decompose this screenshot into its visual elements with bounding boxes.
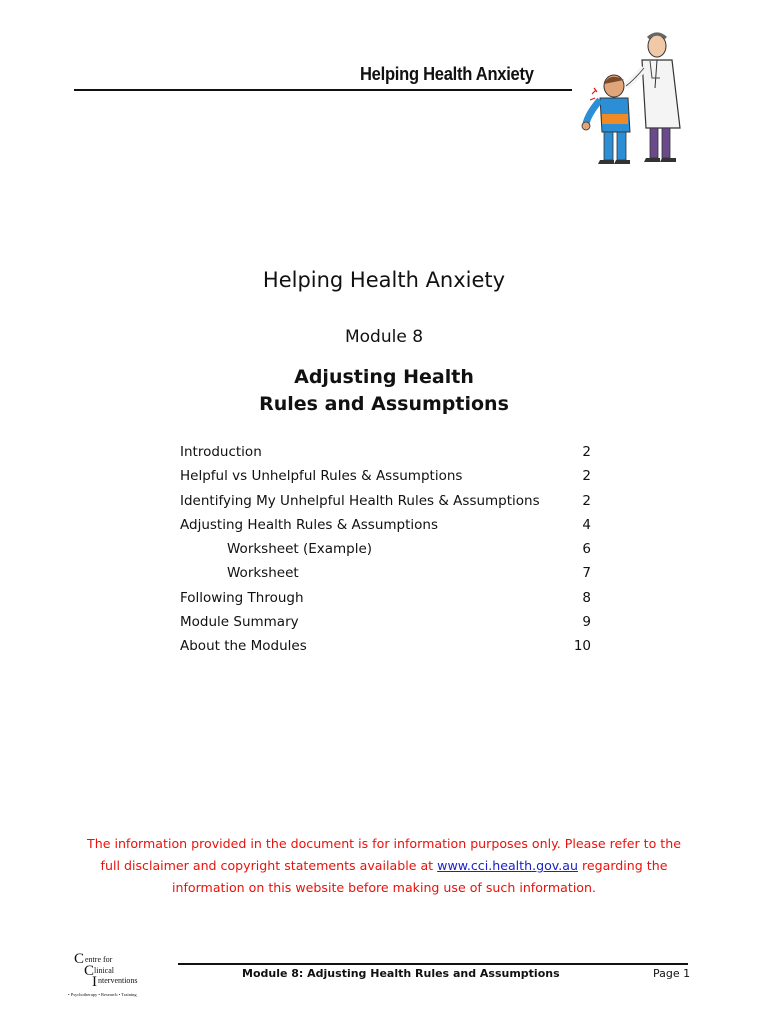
disclaimer-text-2: regarding the information on this website before making use of such information.: [171, 858, 668, 895]
toc-row[interactable]: [180, 638, 600, 662]
toc-row[interactable]: [180, 541, 600, 565]
toc-row[interactable]: [180, 517, 600, 541]
toc-label: Identifying My Unhelpful Health Rules & Assumptions: [180, 492, 540, 509]
header-title: Helping Health Anxiety: [360, 64, 534, 84]
toc-page: 9: [582, 614, 591, 631]
subtitle-line-1: Adjusting Health: [294, 366, 474, 388]
toc-row[interactable]: [180, 614, 600, 638]
toc-label: About the Modules: [180, 638, 307, 655]
logo-line-3: nterventions: [98, 976, 138, 985]
svg-text:C: C: [74, 951, 85, 967]
module-number: Module 8: [344, 327, 424, 347]
toc-label: Module Summary: [180, 614, 299, 631]
disclaimer: [78, 833, 690, 899]
toc-label: Worksheet (Example): [227, 541, 373, 558]
doctor-patient-illustration: [580, 28, 710, 168]
toc-page: 6: [582, 541, 591, 558]
toc-row[interactable]: [180, 444, 600, 468]
table-of-contents: [180, 444, 600, 663]
toc-row[interactable]: [180, 590, 600, 614]
toc-page: 10: [573, 638, 591, 655]
document-title: Helping Health Anxiety: [262, 268, 506, 292]
toc-row[interactable]: [180, 493, 600, 517]
logo-line-2: linical: [94, 966, 114, 975]
toc-page: 2: [582, 468, 591, 485]
header-rule: [74, 89, 572, 91]
toc-row[interactable]: [180, 565, 600, 589]
website-link[interactable]: www.cci.health.gov.au: [437, 858, 578, 873]
module-subtitle: [0, 364, 768, 418]
toc-label: Helpful vs Unhelpful Rules & Assumptions: [180, 468, 463, 485]
toc-row[interactable]: [180, 468, 600, 492]
svg-text:C: C: [84, 963, 95, 979]
footer-rule: [178, 963, 688, 965]
toc-page: 2: [582, 492, 591, 509]
logo-tagline: • Psychotherapy • Research • Training: [68, 992, 137, 997]
toc-page: 2: [582, 444, 591, 460]
toc-label: Following Through: [180, 589, 304, 606]
toc-label: Worksheet: [227, 565, 299, 582]
logo-line-1: entre for: [85, 955, 113, 964]
doctor-figure: [626, 34, 680, 162]
toc-page: 4: [582, 516, 591, 533]
footer-module-title: Module 8: Adjusting Health Rules and Assumptions: [242, 967, 560, 980]
svg-text:I: I: [92, 974, 97, 990]
subtitle-line-2: Rules and Assumptions: [259, 393, 509, 415]
footer-page-number: Page 1: [653, 967, 691, 980]
disclaimer-text-1: The information provided in the document is for information purposes only. Please refer to the full disclaimer and copyright statements available at: [87, 836, 681, 873]
toc-page: 7: [582, 565, 591, 582]
toc-label: Introduction: [180, 444, 262, 460]
patient-figure: [582, 75, 630, 164]
toc-label: Adjusting Health Rules & Assumptions: [180, 516, 438, 533]
toc-page: 8: [582, 589, 591, 606]
cci-logo: [62, 950, 182, 1000]
